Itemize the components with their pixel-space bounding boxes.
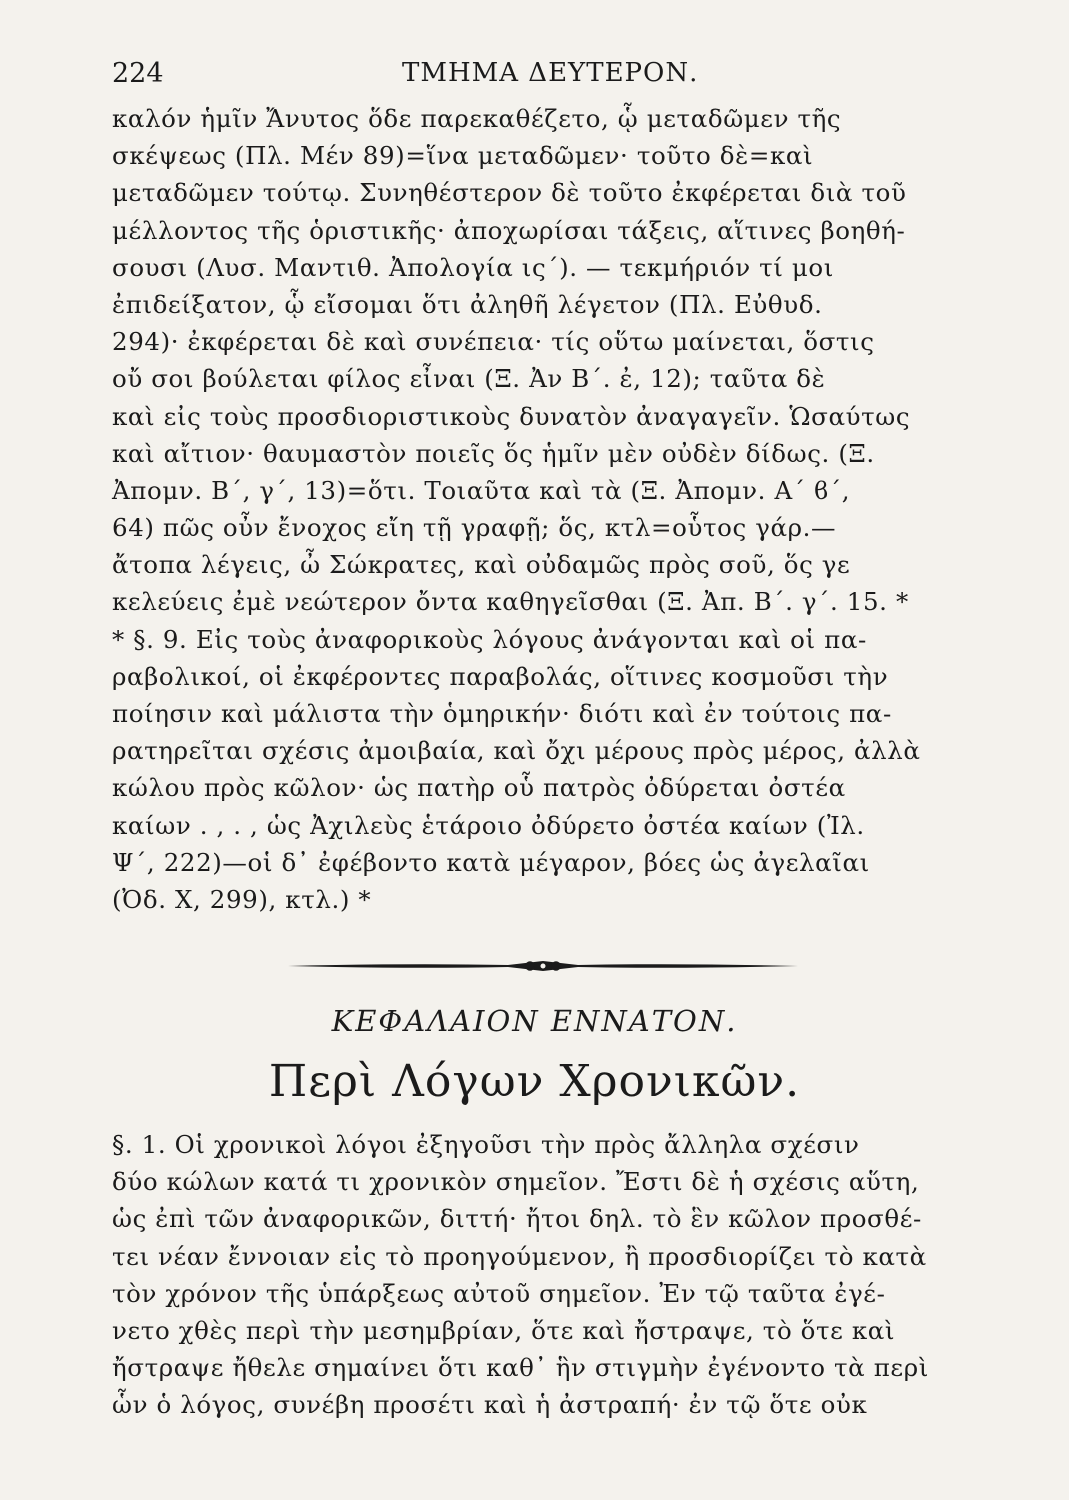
paragraph-2 — [112, 1126, 1012, 1424]
text-line: ὧν ὁ λόγος, συνέβη προσέτι καὶ ἡ ἀστραπή· ἐν τῷ ὅτε οὐκ — [112, 1390, 868, 1420]
text-line: ρατηρεῖται σχέσις ἀμοιβαία, καὶ ὄχι μέρους πρὸς μέρος, ἀλλὰ — [112, 736, 921, 766]
text-line: ὡς ἐπὶ τῶν ἀναφορικῶν, διττή· ἤτοι δηλ. τὸ ἓν κῶλον προσθέ- — [112, 1204, 922, 1234]
ornamental-rule — [288, 958, 798, 974]
section-title: Περὶ Λόγων Χρονικῶν. — [268, 1056, 801, 1107]
text-line: Ἀπομν. Β΄, γ΄, 13)=ὅτι. Τοιαῦτα καὶ τὰ (Ξ. Ἀπομν. Α΄ ϐ΄, — [112, 475, 851, 505]
text-line: Ψ΄, 222)—οἱ δ᾽ ἐφέβοντο κατὰ μέγαρον, βόες ὡς ἀγελαῖαι — [112, 847, 870, 877]
text-line: 64) πῶς οὖν ἔνοχος εἴη τῇ γραφῇ; ὅς, κτλ=οὗτος γάρ.— — [112, 513, 837, 543]
text-line: σουσι (Λυσ. Μαντιθ. Ἀπολογία ις΄). — τεκμήριόν τί μοι — [112, 252, 834, 282]
text-line: καὶ αἴτιον· θαυμαστὸν ποιεῖς ὅς ἡμῖν μὲν οὐδὲν δίδως. (Ξ. — [112, 438, 875, 468]
text-line: §. 1. Οἱ χρονικοὶ λόγοι ἐξηγοῦσι τὴν πρὸς ἄλληλα σχέσιν — [112, 1130, 860, 1159]
running-head: ΤΜΗΜΑ ΔΕΥΤΕΡΟΝ. — [402, 58, 699, 88]
text-line: οὔ σοι βούλεται φίλος εἶναι (Ξ. Ἀν Β΄. ἐ, 12); ταῦτα δὲ — [112, 364, 826, 394]
chapter-heading: ΚΕΦΑΛΑΙΟΝ ΕΝΝΑΤΟΝ. — [331, 1004, 738, 1038]
text-line: ἤστραψε ἤθελε σημαίνει ὅτι καθ᾽ ἣν στιγμὴν ἐγένοντο τὰ περὶ — [112, 1353, 929, 1383]
text-line: 294)· ἐκφέρεται δὲ καὶ συνέπεια· τίς οὕτω μαίνεται, ὅστις — [112, 327, 875, 357]
text-line: καὶ εἰς τοὺς προσδιοριστικοὺς δυνατὸν ἀναγαγεῖν. Ὡσαύτως — [112, 401, 911, 431]
page-header — [112, 58, 999, 98]
text-line: κώλου πρὸς κῶλον· ὡς πατὴρ οὗ πατρὸς ὀδύρεται ὀστέα — [112, 773, 846, 803]
text-line: ἄτοπα λέγεις, ὦ Σώκρατες, καὶ οὐδαμῶς πρὸς σοῦ, ὅς γε — [112, 550, 851, 580]
text-line: ραβολικοί, οἱ ἐκφέροντες παραβολάς, οἵτινες κοσμοῦσι τὴν — [112, 661, 889, 691]
text-line: δύο κώλων κατά τι χρονικὸν σημεῖον. Ἔστι δὲ ἡ σχέσις αὕτη, — [112, 1167, 920, 1197]
text-line: καλόν ἡμῖν Ἄνυτος ὅδε παρεκαθέζετο, ᾧ μεταδῶμεν τῆς — [112, 104, 842, 133]
paragraph-1 — [112, 100, 1012, 918]
text-line: τὸν χρόνον τῆς ὑπάρξεως αὐτοῦ σημεῖον. Ἐν τῷ ταῦτα ἐγέ- — [112, 1278, 886, 1308]
text-line: κελεύεις ἐμὲ νεώτερον ὄντα καθηγεῖσθαι (Ξ. Ἀπ. Β΄. γ΄. 15. * — [112, 587, 909, 617]
text-line: * §. 9. Εἰς τοὺς ἀναφορικοὺς λόγους ἀνάγονται καὶ οἱ πα- — [112, 624, 867, 654]
text-line: μέλλοντος τῆς ὁριστικῆς· ἀποχωρίσαι τάξεις, αἵτινες βοηθή- — [112, 215, 906, 245]
text-line: ἐπιδείξατον, ᾧ εἴσομαι ὅτι ἀληθῆ λέγετον (Πλ. Εὐθυδ. — [112, 289, 823, 319]
text-line: σκέψεως (Πλ. Μέν 89)=ἵνα μεταδῶμεν· τοῦτο δὲ=καὶ — [112, 141, 814, 171]
text-line: νετο χθὲς περὶ τὴν μεσημβρίαν, ὅτε καὶ ἤστραψε, τὸ ὅτε καὶ — [112, 1315, 896, 1345]
text-line: (Ὀδ. Χ, 299), κτλ.) * — [112, 884, 372, 914]
text-line: ποίησιν καὶ μάλιστα τὴν ὁμηρικήν· διότι καὶ ἐν τούτοις πα- — [112, 699, 892, 728]
page-number: 224 — [112, 58, 164, 89]
text-line: καίων . , . , ὡς Ἀχιλεὺς ἑτάροιο ὀδύρετο ὀστέα καίων (Ἰλ. — [112, 810, 865, 840]
text-line: τει νέαν ἔννοιαν εἰς τὸ προηγούμενον, ἢ προσδιορίζει τὸ κατὰ — [112, 1241, 927, 1271]
text-line: μεταδῶμεν τούτῳ. Συνηθέστερον δὲ τοῦτο ἐκφέρεται διὰ τοῦ — [112, 178, 907, 208]
